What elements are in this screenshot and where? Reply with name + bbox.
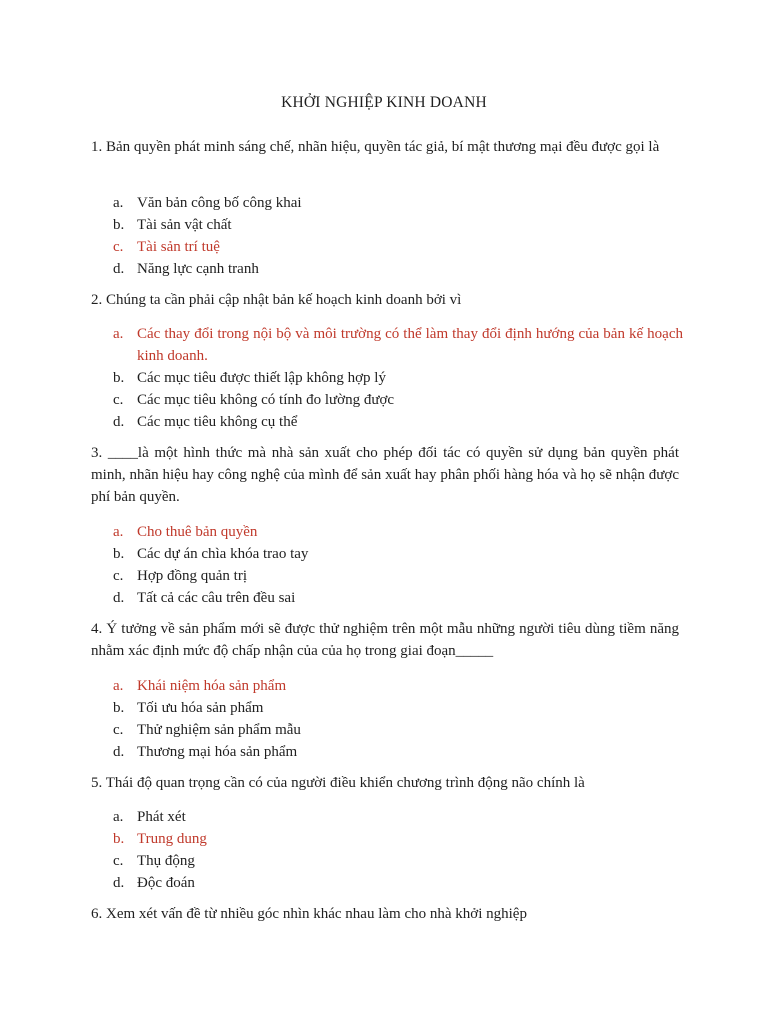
option-letter: c.: [113, 392, 124, 408]
option-3d: [113, 587, 683, 609]
question-3: 3. ____là một hình thức mà nhà sản xuất cho phép đối tác có quyền sử dụng bản quyền phát minh, nhãn hiệu hay công nghệ của mình để sản xuất hay phân phối hàng hóa và họ sẽ nhận được phí bản quyền.: [91, 445, 679, 505]
option-letter: a.: [113, 195, 124, 211]
option-text: Các mục tiêu không cụ thể: [137, 414, 298, 430]
option-letter: d.: [113, 261, 125, 277]
option-letter: c.: [113, 722, 124, 738]
option-text: Các mục tiêu được thiết lập không hợp lý: [137, 370, 386, 386]
option-text: Trung dung: [137, 831, 207, 847]
option-1c-correct: [113, 236, 683, 258]
option-1b: [113, 214, 683, 236]
option-1d: [113, 258, 683, 280]
question-2-options: [113, 323, 683, 433]
question-6: 6. Xem xét vấn đề từ nhiều góc nhìn khác nhau làm cho nhà khởi nghiệp: [91, 906, 527, 922]
option-4d: [113, 741, 683, 763]
option-4b: [113, 697, 683, 719]
option-letter: b.: [113, 546, 125, 562]
option-2d: [113, 411, 683, 433]
option-letter: b.: [113, 700, 125, 716]
option-letter: c.: [113, 853, 124, 869]
option-2c: [113, 389, 683, 411]
question-1: 1. Bản quyền phát minh sáng chế, nhãn hiệu, quyền tác giả, bí mật thương mại đều được gọi là: [91, 139, 660, 155]
option-letter: b.: [113, 217, 125, 233]
question-5-options: [113, 806, 683, 894]
option-text: Độc đoán: [137, 875, 195, 891]
question-2: 2. Chúng ta cần phải cập nhật bản kế hoạch kinh doanh bởi vì: [91, 292, 462, 308]
option-text: Khái niệm hóa sản phẩm: [137, 678, 287, 694]
option-text: Tất cả các câu trên đều sai: [137, 590, 296, 606]
option-letter: c.: [113, 239, 124, 255]
option-letter: b.: [113, 831, 125, 847]
option-3a-correct: [113, 521, 683, 543]
question-1-options: [113, 192, 683, 280]
option-text: Thụ động: [137, 853, 195, 869]
option-letter: d.: [113, 414, 125, 430]
option-text: Phát xét: [137, 809, 186, 825]
option-letter: d.: [113, 590, 125, 606]
option-letter: d.: [113, 875, 125, 891]
option-3c: [113, 565, 683, 587]
option-2b: [113, 367, 683, 389]
document-title: KHỞI NGHIỆP KINH DOANH: [281, 94, 487, 111]
option-text: Hợp đồng quản trị: [137, 568, 248, 584]
option-text: Các mục tiêu không có tính đo lường được: [137, 392, 395, 408]
question-4-options: [113, 675, 683, 763]
option-text: Thử nghiệm sản phẩm mẫu: [137, 722, 301, 738]
option-4a-correct: [113, 675, 683, 697]
question-3-options: [113, 521, 683, 609]
option-5a: [113, 806, 683, 828]
question-5: 5. Thái độ quan trọng cần có của người điều khiển chương trình động não chính là: [91, 775, 585, 791]
question-4: 4. Ý tưởng về sản phẩm mới sẽ được thử nghiệm trên một mẫu những người tiêu dùng tiềm năng nhằm xác định mức độ chấp nhận của của họ trong giai đoạn_____: [91, 621, 679, 659]
option-4c: [113, 719, 683, 741]
option-3b: [113, 543, 683, 565]
option-letter: c.: [113, 568, 124, 584]
option-text: Các thay đổi trong nội bộ và môi trường có thể làm thay đổi định hướng của bản kế hoạch kinh doanh.: [137, 326, 683, 364]
option-letter: a.: [113, 524, 124, 540]
option-letter: d.: [113, 744, 125, 760]
option-letter: b.: [113, 370, 125, 386]
option-text: Các dự án chìa khóa trao tay: [137, 546, 309, 562]
option-text: Tài sản trí tuệ: [137, 239, 220, 255]
option-5d: [113, 872, 683, 894]
option-letter: a.: [113, 809, 124, 825]
option-text: Năng lực cạnh tranh: [137, 261, 259, 277]
option-text: Tối ưu hóa sản phẩm: [137, 700, 264, 716]
option-1a: [113, 192, 683, 214]
option-letter: a.: [113, 326, 124, 342]
option-5c: [113, 850, 683, 872]
option-text: Tài sản vật chất: [137, 217, 232, 233]
option-letter: a.: [113, 678, 124, 694]
option-2a-correct: [113, 323, 683, 367]
option-text: Văn bản công bố công khai: [137, 195, 302, 211]
option-text: Thương mại hóa sản phẩm: [137, 744, 298, 760]
option-5b-correct: [113, 828, 683, 850]
option-text: Cho thuê bản quyền: [137, 524, 258, 540]
